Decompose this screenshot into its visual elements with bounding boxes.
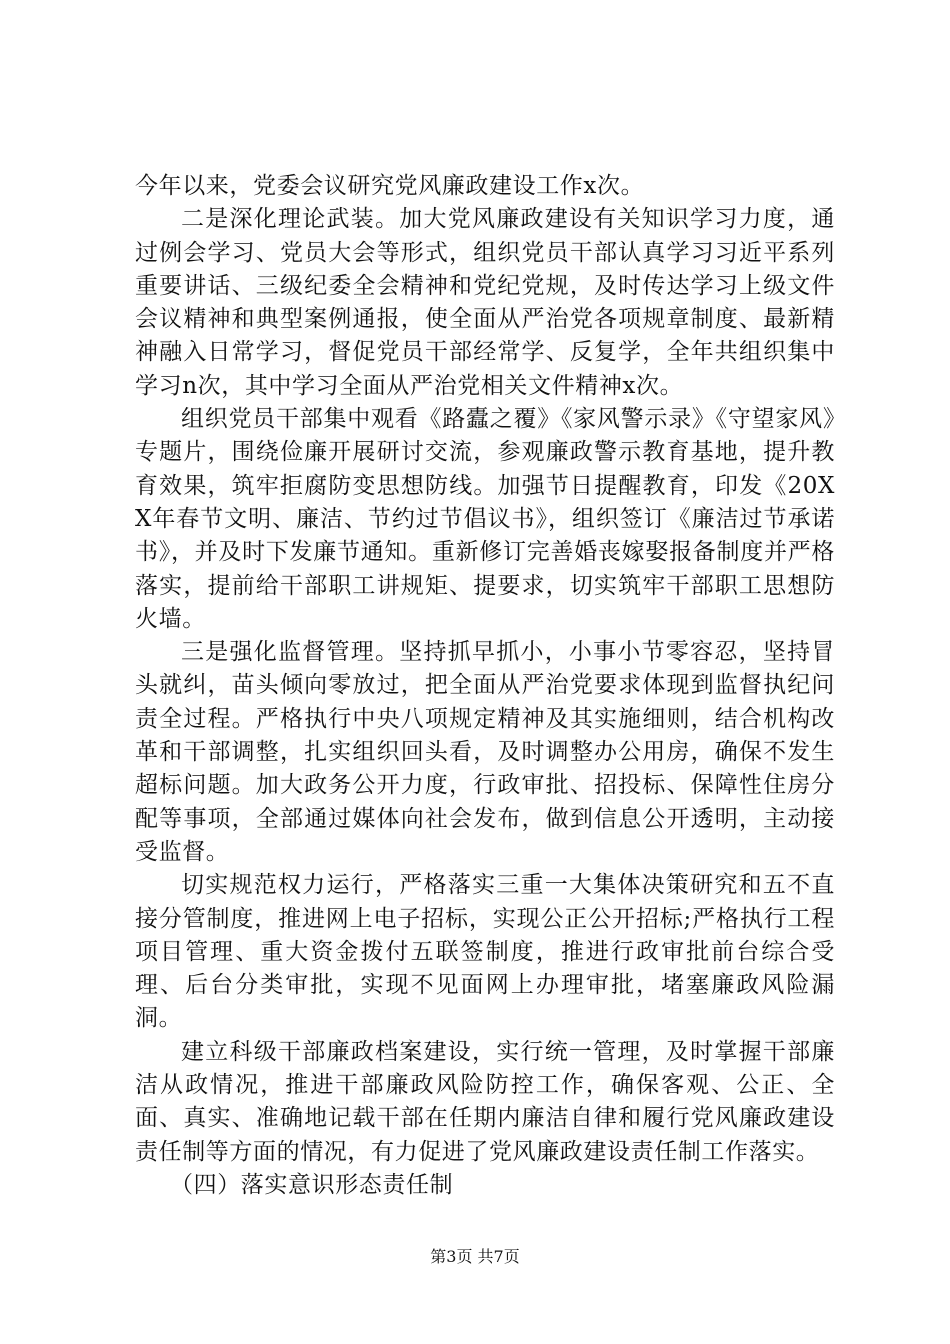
paragraph-1: 今年以来，党委会议研究党风廉政建设工作x次。	[135, 173, 645, 199]
section-heading: （四）落实意识形态责任制	[170, 1171, 454, 1198]
paragraph-6: 建立科级干部廉政档案建设，实行统一管理，及时掌握干部廉洁从政情况，推进干部廉政风险防控工作，确保客观、公正、全面、真实、准确地记载干部在任期内廉洁自律和履行党风廉政建设责任制等方面的情况，有力促进了党风廉政建设责任制工作落实。	[135, 1038, 835, 1165]
paragraph-5: 切实规范权力运行，严格落实三重一大集体决策研究和五不直接分管制度，推进网上电子招标，实现公正公开招标;严格执行工程项目管理、重大资金拨付五联签制度，推进行政审批前台综合受理、后台分类审批，实现不见面网上办理审批，堵塞廉政风险漏洞。	[135, 872, 835, 1032]
document-body	[135, 170, 835, 1202]
paragraph-3: 组织党员干部集中观看《路蠹之覆》《家风警示录》《守望家风》专题片，围绕俭廉开展研讨交流，参观廉政警示教育基地，提升教育效果，筑牢拒腐防变思想防线。加强节日提醒教育，印发《20XX年春节文明、廉洁、节约过节倡议书》，组织签订《廉洁过节承诺书》，并及时下发廉节通知。重新修订完善婚丧嫁娶报备制度并严格落实，提前给干部职工讲规矩、提要求，切实筑牢干部职工思想防火墙。	[135, 406, 835, 632]
paragraph-2: 二是深化理论武装。加大党风廉政建设有关知识学习力度，通过例会学习、党员大会等形式，组织党员干部认真学习习近平系列重要讲话、三级纪委全会精神和党纪党规，及时传达学习上级文件会议精神和典型案例通报，使全面从严治党各项规章制度、最新精神融入日常学习，督促党员干部经常学、反复学，全年共组织集中学习n次，其中学习全面从严治党相关文件精神x次。	[135, 206, 835, 399]
page-number-footer: 第3页 共7页	[430, 1247, 520, 1266]
paragraph-4: 三是强化监督管理。坚持抓早抓小，小事小节零容忍，坚持冒头就纠，苗头倾向零放过，把全面从严治党要求体现到监督执纪问责全过程。严格执行中央八项规定精神及其实施细则，结合机构改革和干部调整，扎实组织回头看，及时调整办公用房，确保不发生超标问题。加大政务公开力度，行政审批、招投标、保障性住房分配等事项，全部通过媒体向社会发布，做到信息公开透明，主动接受监督。	[135, 639, 835, 865]
